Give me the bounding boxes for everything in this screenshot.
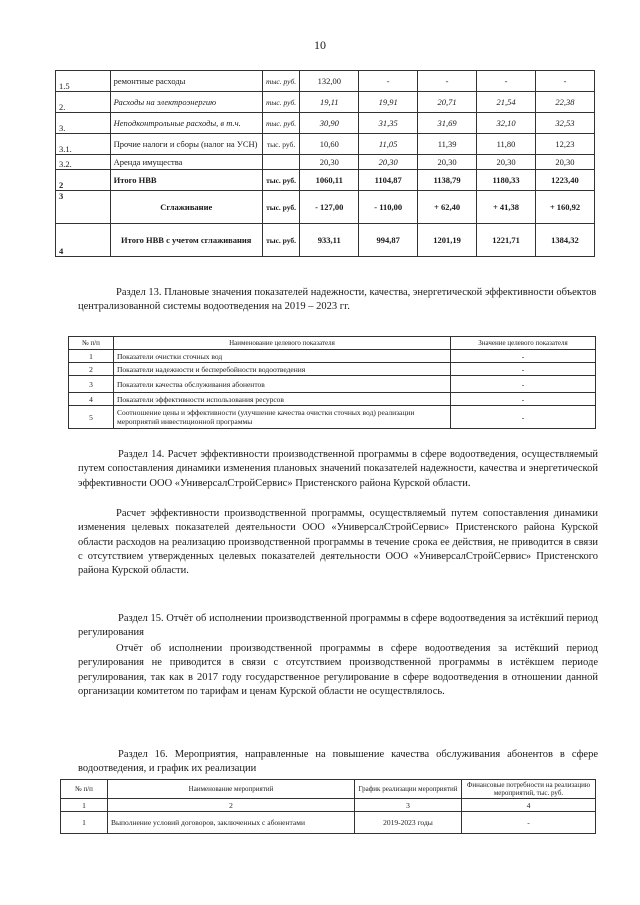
- cell-value: + 41,38: [477, 191, 536, 224]
- cell-value: 11,39: [418, 134, 477, 155]
- cell-value: + 62,40: [418, 191, 477, 224]
- cell-name: Соотношение цены и эффективности (улучшение качества очистки сточных вод) реализации мероприятий инвестиционной программы: [114, 406, 451, 429]
- cell-value: - 110,00: [359, 191, 418, 224]
- section-15-paragraph: Отчёт об исполнении производственной программы в сфере водоотведения за истёкший период регулирования не приводится в связи с отсутствием производственной программы в истёкшем периоде регулирования, так как в 2017 году государственное регулирование в сфере водоотведения в отношении данной организации комитетом по тарифам и ценам Курской области не осуществлялось.: [78, 643, 598, 697]
- table-row: [56, 224, 595, 257]
- header-name: Наименование мероприятий: [108, 780, 355, 799]
- cell-value: 20,30: [535, 155, 594, 170]
- cell-unit: тыс. руб.: [262, 224, 300, 257]
- header-value: Значение целевого показателя: [451, 337, 596, 350]
- cell-name: Показатели надежности и бесперебойности водоотведения: [114, 363, 451, 376]
- page-number: 10: [314, 38, 326, 52]
- cell-value: -: [418, 71, 477, 92]
- cell-value: 1221,71: [477, 224, 536, 257]
- cell-value: 11,05: [359, 134, 418, 155]
- cell-unit: [262, 155, 300, 170]
- cell-value: -: [451, 376, 596, 393]
- cell-value: 20,30: [359, 155, 418, 170]
- table-row: [56, 170, 595, 191]
- cell-no: 1: [69, 350, 114, 363]
- table-header-row: [61, 780, 596, 799]
- cell-no: 4: [69, 393, 114, 406]
- cell-unit: тыс. руб.: [262, 134, 300, 155]
- table-row: [69, 376, 596, 393]
- header-finance: Финансовые потребности на реализацию мероприятий, тыс. руб.: [462, 780, 596, 799]
- table-row: [56, 134, 595, 155]
- column-number: 1: [61, 799, 108, 812]
- section-16-title: Раздел 16. Мероприятия, направленные на повышение качества обслуживания абонентов в сфере водоотведения, и график их реализации: [78, 749, 598, 775]
- cell-value: 1384,32: [535, 224, 594, 257]
- cell-value: 933,11: [300, 224, 359, 257]
- cell-value: -: [451, 393, 596, 406]
- cell-value: -: [359, 71, 418, 92]
- section-13-title: Раздел 13. Плановые значения показателей надежности, качества, энергетической эффективности объектов централизованной системы водоотведения на 2019 – 2023 гг.: [78, 287, 597, 312]
- section-14-paragraph-1: Раздел 14. Расчет эффективности производственной программы в сфере водоотведения, осуществляемый путем сопоставления динамики изменения плановых значений показателей надежности, качества и энергетической эффективности ООО «УниверсалСтройСервис» Пристенского района Курской области.: [78, 449, 598, 489]
- cell-no: 3: [56, 191, 111, 224]
- cell-name: Аренда имущества: [110, 155, 262, 170]
- cell-name: Показатели эффективности использования ресурсов: [114, 393, 451, 406]
- cell-value: 1138,79: [418, 170, 477, 191]
- cell-value: 994,87: [359, 224, 418, 257]
- table-row: [56, 71, 595, 92]
- cell-unit: тыс. руб.: [262, 92, 300, 113]
- cell-name: Итого НВВ с учетом сглаживания: [110, 224, 262, 257]
- cell-no: 2.: [56, 92, 111, 113]
- cell-value: 19,91: [359, 92, 418, 113]
- cell-value: 22,38: [535, 92, 594, 113]
- cell-value: -: [451, 363, 596, 376]
- cell-value: 132,00: [300, 71, 359, 92]
- cell-no: 3: [69, 376, 114, 393]
- cell-name: Выполнение условий договоров, заключенных с абонентами: [108, 812, 355, 834]
- cell-value: -: [451, 406, 596, 429]
- cell-value: -: [477, 71, 536, 92]
- table-row: [56, 92, 595, 113]
- cell-value: 10,60: [300, 134, 359, 155]
- cell-name: Итого НВВ: [110, 170, 262, 191]
- cell-name: Прочие налоги и сборы (налог на УСН): [110, 134, 262, 155]
- cell-value: 1060,11: [300, 170, 359, 191]
- table-row: [61, 812, 596, 834]
- table-row: [56, 155, 595, 170]
- cell-name: Расходы на электроэнергию: [110, 92, 262, 113]
- finance-table: [55, 70, 595, 257]
- cell-value: 12,23: [535, 134, 594, 155]
- cell-value: 20,30: [300, 155, 359, 170]
- cell-value: 1180,33: [477, 170, 536, 191]
- column-number: 4: [462, 799, 596, 812]
- cell-unit: тыс. руб.: [262, 170, 300, 191]
- cell-value: 11,80: [477, 134, 536, 155]
- cell-schedule: 2019-2023 годы: [355, 812, 462, 834]
- cell-name: Показатели качества обслуживания абонентов: [114, 376, 451, 393]
- cell-unit: тыс. руб.: [262, 71, 300, 92]
- cell-name: ремонтные расходы: [110, 71, 262, 92]
- cell-value: + 160,92: [535, 191, 594, 224]
- cell-no: 2: [56, 170, 111, 191]
- measures-table: [60, 779, 596, 834]
- cell-no: 5: [69, 406, 114, 429]
- column-number: 2: [108, 799, 355, 812]
- cell-value: 30,90: [300, 113, 359, 134]
- cell-unit: тыс. руб.: [262, 191, 300, 224]
- table-header-row: [69, 337, 596, 350]
- cell-value: 20,30: [477, 155, 536, 170]
- cell-value: 32,10: [477, 113, 536, 134]
- cell-value: -: [451, 350, 596, 363]
- table-row: [69, 363, 596, 376]
- table-row: [56, 191, 595, 224]
- cell-value: 19,11: [300, 92, 359, 113]
- cell-no: 3.2.: [56, 155, 111, 170]
- table-number-row: [61, 799, 596, 812]
- cell-name: Показатели очистки сточных вод: [114, 350, 451, 363]
- cell-no: 3.1.: [56, 134, 111, 155]
- header-no: № п/п: [69, 337, 114, 350]
- cell-no: 4: [56, 224, 111, 257]
- section-15-title: Раздел 15. Отчёт об исполнении производственной программы в сфере водоотведения за истёкший период регулирования: [78, 613, 598, 639]
- table-row: [69, 406, 596, 429]
- cell-finance: -: [462, 812, 596, 834]
- cell-value: -: [535, 71, 594, 92]
- cell-value: 1104,87: [359, 170, 418, 191]
- section-14-paragraph-2: Расчет эффективности производственной программы, осуществляемый путем сопоставления динамики изменения целевых показателей деятельности ООО «УниверсалСтройСервис» Пристенского района Курской области расходов на реализацию производственной программы в течение срока ее действия, не приводится в связи с отсутствием утвержденных целевых показателей деятельности ООО «УниверсалСтройСервис» Пристенского района Курской области.: [78, 508, 598, 577]
- cell-no: 1: [61, 812, 108, 834]
- column-number: 3: [355, 799, 462, 812]
- cell-value: 32,53: [535, 113, 594, 134]
- cell-value: 1223,40: [535, 170, 594, 191]
- cell-unit: тыс. руб.: [262, 113, 300, 134]
- table-row: [69, 393, 596, 406]
- header-no: № п/п: [61, 780, 108, 799]
- cell-no: 2: [69, 363, 114, 376]
- cell-value: - 127,00: [300, 191, 359, 224]
- indicators-table: [68, 336, 596, 429]
- table-row: [69, 350, 596, 363]
- header-schedule: График реализации мероприятий: [355, 780, 462, 799]
- cell-value: 20,71: [418, 92, 477, 113]
- cell-value: 31,69: [418, 113, 477, 134]
- cell-name: Сглаживание: [110, 191, 262, 224]
- cell-name: Неподконтрольные расходы, в т.ч.: [110, 113, 262, 134]
- cell-value: 31,35: [359, 113, 418, 134]
- cell-value: 21,54: [477, 92, 536, 113]
- cell-no: 1.5: [56, 71, 111, 92]
- cell-no: 3.: [56, 113, 111, 134]
- cell-value: 20,30: [418, 155, 477, 170]
- table-row: [56, 113, 595, 134]
- cell-value: 1201,19: [418, 224, 477, 257]
- header-name: Наименование целевого показателя: [114, 337, 451, 350]
